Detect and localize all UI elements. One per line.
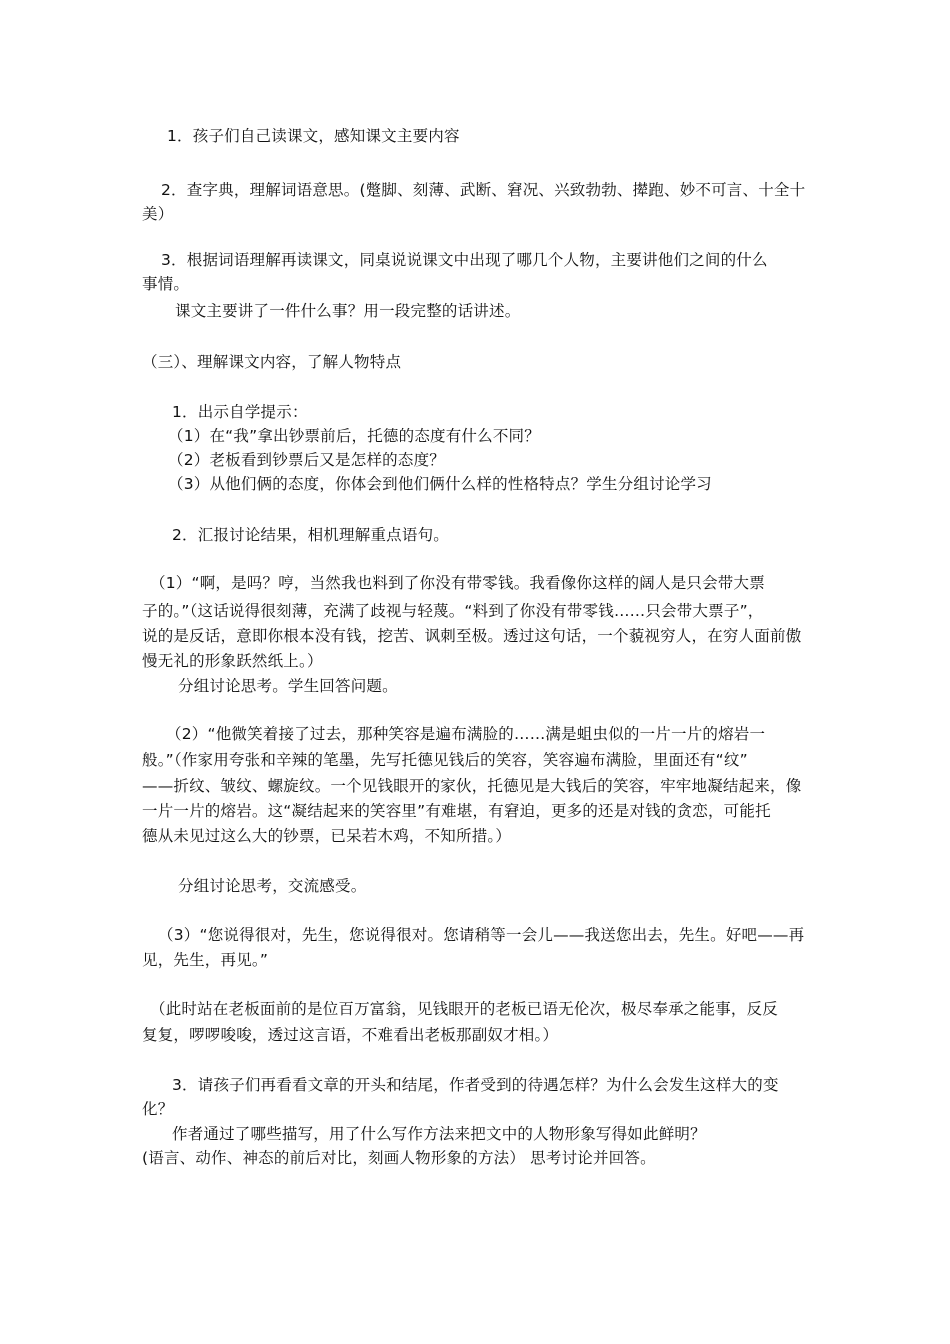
text-line: 说的是反话，意即你根本没有钱，挖苦、讽刺至极。透过这句话，一个藐视穷人，在穷人面前傲 bbox=[142, 627, 802, 645]
text-line: 课文主要讲了一件什么事？用一段完整的话讲述。 bbox=[175, 302, 521, 320]
text-line: 作者通过了哪些描写，用了什么写作方法来把文中的人物形象写得如此鲜明？ bbox=[172, 1125, 706, 1143]
text-line: （2）“他微笑着接了过去，那种笑容是遍布满脸的……满是蛆虫似的一片一片的熔岩一 bbox=[166, 725, 766, 743]
text-line: 3．根据词语理解再读课文，同桌说说课文中出现了哪几个人物，主要讲他们之间的什么 bbox=[161, 251, 768, 269]
text-line: 1．出示自学提示： bbox=[172, 403, 308, 421]
text-line: （3）从他们俩的态度，你体会到他们俩什么样的性格特点？学生分组讨论学习 bbox=[168, 475, 712, 493]
text-line: 化？ bbox=[142, 1100, 174, 1118]
text-line: 子的。”（这话说得很刻薄，充满了歧视与轻蔑。“料到了你没有带零钱……只会带大票子”， bbox=[142, 602, 764, 620]
text-line: 美） bbox=[142, 205, 174, 223]
text-line: 见，先生，再见。” bbox=[142, 951, 269, 969]
text-line: （1）“啊，是吗？哼，当然我也料到了你没有带零钱。我看像你这样的阔人是只会带大票 bbox=[150, 574, 765, 592]
text-line: 事情。 bbox=[142, 275, 190, 293]
text-line: 一片一片的熔岩。这“凝结起来的笑容里”有难堪，有窘迫，更多的还是对钱的贪恋，可能托 bbox=[142, 802, 771, 820]
text-line: 分组讨论思考。学生回答问题。 bbox=[178, 677, 398, 695]
text-line: 复复，啰啰唆唆，透过这言语，不难看出老板那副奴才相。） bbox=[142, 1026, 559, 1044]
text-line: （1）在“我”拿出钞票前后，托德的态度有什么不同？ bbox=[168, 427, 540, 445]
text-line: 慢无礼的形象跃然纸上。） bbox=[142, 652, 323, 670]
text-line: 3．请孩子们再看看文章的开头和结尾，作者受到的待遇怎样？为什么会发生这样大的变 bbox=[172, 1076, 779, 1094]
text-line: 般。”（作家用夸张和辛辣的笔墨，先写托德见钱后的笑容，笑容遍布满脸，里面还有“纹” bbox=[142, 751, 748, 769]
text-line: 1．孩子们自己读课文，感知课文主要内容 bbox=[167, 127, 460, 145]
text-line: 2．汇报讨论结果，相机理解重点语句。 bbox=[172, 526, 449, 544]
text-line: （此时站在老板面前的是位百万富翁，见钱眼开的老板已语无伦次，极尽奉承之能事，反反 bbox=[150, 1000, 779, 1018]
text-line: 分组讨论思考，交流感受。 bbox=[178, 877, 367, 895]
section-heading: （三）、理解课文内容，了解人物特点 bbox=[142, 353, 402, 371]
text-line: 2．查字典，理解词语意思。(蹩脚、刻薄、武断、窘况、兴致勃勃、撵跑、妙不可言、十全十 bbox=[161, 181, 806, 199]
text-line: ——折纹、皱纹、螺旋纹。一个见钱眼开的家伙，托德见是大钱后的笑容，牢牢地凝结起来，像 bbox=[142, 777, 802, 795]
text-line: 德从未见过这么大的钞票，已呆若木鸡，不知所措。） bbox=[142, 827, 512, 845]
text-line: (语言、动作、神态的前后对比，刻画人物形象的方法） 思考讨论并回答。 bbox=[142, 1149, 656, 1167]
text-line: （2）老板看到钞票后又是怎样的态度？ bbox=[168, 451, 445, 469]
text-line: （3）“您说得很对，先生，您说得很对。您请稍等一会儿——我送您出去，先生。好吧——再 bbox=[158, 926, 805, 944]
